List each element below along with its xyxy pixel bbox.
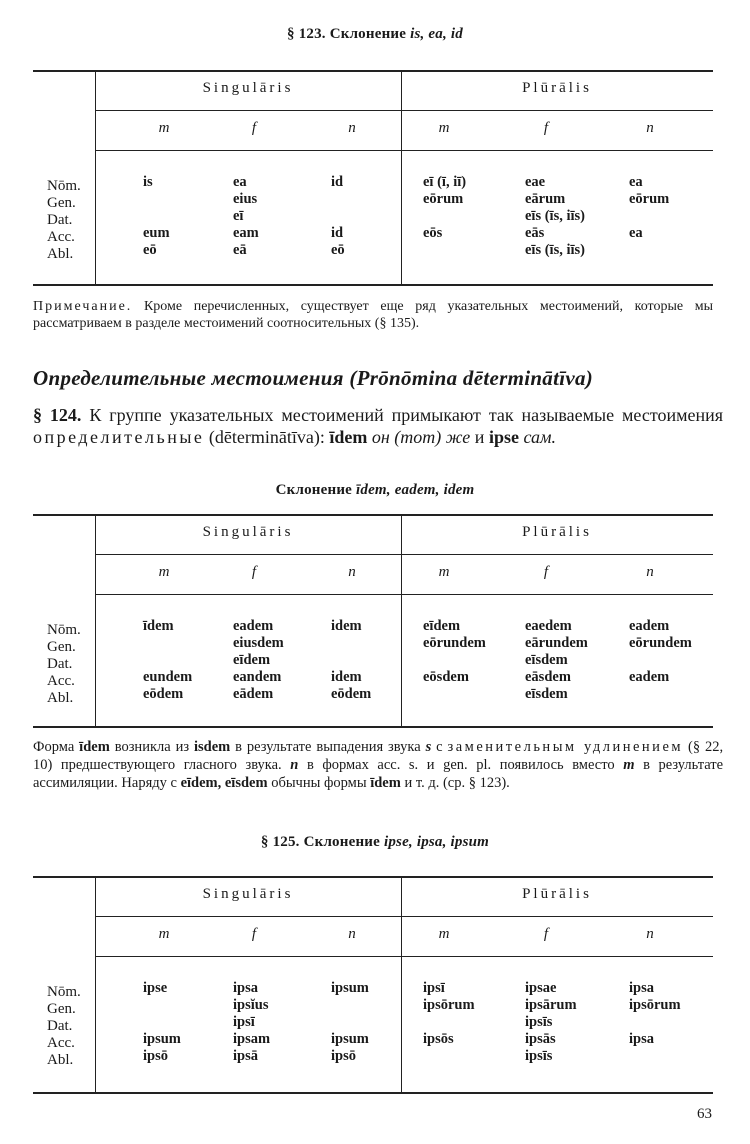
gender-label: f xyxy=(251,564,257,580)
form-cell xyxy=(629,208,669,225)
form-column xyxy=(423,174,466,259)
form-cell: eandem xyxy=(233,669,282,685)
caption-words: is, ea, id xyxy=(410,26,463,42)
note-text: и т. д. (ср. § 123). xyxy=(404,775,510,791)
note-text: в формах acc. s. и gen. pl. появилось вместо xyxy=(306,757,615,773)
case-label: Gen. xyxy=(47,195,76,211)
form-cell: eōrum xyxy=(629,191,670,207)
form-cell xyxy=(423,242,466,259)
form-cell: eīsdem xyxy=(525,686,568,702)
paragraph-text: К группе указательных местоимений примыкают так называемые местоимения xyxy=(89,405,724,425)
form-column xyxy=(525,980,577,1065)
form-cell xyxy=(331,208,345,225)
table-vline xyxy=(95,516,96,726)
latin-word: īdem xyxy=(329,427,368,447)
case-label: Dat. xyxy=(47,1018,73,1034)
form-cell: eīs (īs, iīs) xyxy=(525,208,586,224)
gender-label: m xyxy=(158,926,170,942)
form-cell: ipsās xyxy=(525,1031,556,1047)
gender-label: n xyxy=(646,120,654,136)
form-cell: ipse xyxy=(143,980,168,996)
case-label: Acc. xyxy=(47,673,75,689)
form-cell: eī xyxy=(233,208,244,224)
case-label: Acc. xyxy=(47,229,75,245)
form-cell xyxy=(143,997,181,1014)
form-cell xyxy=(629,242,669,259)
form-cell: eōrundem xyxy=(629,635,692,651)
latin-word: īdem xyxy=(370,775,401,791)
form-cell: eōrum xyxy=(423,191,464,207)
table-caption-idem xyxy=(0,482,750,499)
form-cell xyxy=(331,635,371,652)
latin-word: eīdem, eīsdem xyxy=(180,775,268,791)
form-cell: eam xyxy=(233,225,259,241)
form-column xyxy=(331,980,369,1065)
form-cell: eīs (īs, iīs) xyxy=(525,242,586,258)
table-caption-125 xyxy=(0,834,750,851)
form-cell: eīdem xyxy=(423,618,461,634)
form-cell: eōdem xyxy=(143,686,184,702)
pluralis-header: Plūrālis xyxy=(522,80,592,96)
case-labels xyxy=(47,984,81,1069)
table-caption-123 xyxy=(0,26,750,43)
case-label: Abl. xyxy=(47,690,74,706)
table-hline xyxy=(95,916,713,917)
singularis-header: Singulāris xyxy=(202,80,294,96)
gender-label: m xyxy=(438,564,450,580)
gender-label: n xyxy=(348,120,356,136)
form-cell: is xyxy=(143,174,153,190)
form-cell: ea xyxy=(629,174,643,190)
case-labels xyxy=(47,178,81,263)
latin-word: isdem xyxy=(193,739,231,755)
form-column xyxy=(233,174,259,259)
pluralis-header: Plūrālis xyxy=(522,886,592,902)
table-vline xyxy=(401,72,402,284)
paragraph-number: § 124. xyxy=(33,405,82,425)
gender-label: f xyxy=(543,564,549,580)
form-cell: ipsa xyxy=(629,980,654,996)
caption-words: ipse, ipsa, ipsum xyxy=(383,834,490,850)
form-cell: ipsō xyxy=(331,1048,356,1064)
form-cell: ipsa xyxy=(629,1031,654,1047)
form-cell xyxy=(143,635,192,652)
latin-word: īdem xyxy=(79,739,110,755)
form-cell: eās xyxy=(525,225,545,241)
form-cell: eōrundem xyxy=(423,635,486,651)
case-label: Gen. xyxy=(47,1001,76,1017)
form-cell: ipsā xyxy=(233,1048,258,1064)
table-hline xyxy=(95,150,713,151)
form-cell xyxy=(331,997,369,1014)
form-cell: ipsīs xyxy=(525,1048,553,1064)
form-column xyxy=(525,618,588,703)
form-cell xyxy=(629,686,692,703)
caption-words: īdem, eadem, idem xyxy=(356,482,475,498)
form-cell: eōs xyxy=(423,225,443,241)
form-column xyxy=(331,618,371,703)
caption-prefix: § 125. Склонение xyxy=(260,834,381,850)
conjunction: и xyxy=(474,427,485,447)
form-cell: eōdem xyxy=(331,686,372,702)
table-hline xyxy=(95,956,713,957)
paragraph-text: (dēterminātīva): xyxy=(208,427,325,447)
form-cell: īdem xyxy=(143,618,174,634)
case-label: Nōm. xyxy=(47,178,81,194)
table-vline xyxy=(401,878,402,1092)
form-cell xyxy=(423,1048,475,1065)
form-cell: eōsdem xyxy=(423,669,469,685)
note-text: возникла из xyxy=(114,739,190,755)
note-label: Примечание. xyxy=(33,299,133,314)
note-paragraph xyxy=(33,298,713,332)
gender-label: f xyxy=(251,120,257,136)
form-cell: ipsīs xyxy=(525,1014,553,1030)
latin-letter: s xyxy=(425,739,432,755)
form-cell xyxy=(143,652,192,669)
case-label: Acc. xyxy=(47,1035,75,1051)
form-cell: ipsae xyxy=(525,980,557,996)
case-label: Gen. xyxy=(47,639,76,655)
declension-table-idem xyxy=(33,514,713,728)
form-cell: ipsōrum xyxy=(629,997,681,1013)
note-text: с xyxy=(436,739,443,755)
form-column xyxy=(143,980,181,1065)
translation: сам. xyxy=(523,427,556,447)
section-heading: Определительные местоимения (Prōnōmina dēterminātīva) xyxy=(33,366,594,390)
form-column xyxy=(629,174,669,259)
form-column xyxy=(331,174,345,259)
latin-word: ipse xyxy=(488,427,519,447)
form-cell: eius xyxy=(233,191,258,207)
form-cell: eīdem xyxy=(233,652,271,668)
form-cell: ipsa xyxy=(233,980,258,996)
translation: он (тот) же xyxy=(371,427,471,447)
spaced-term: заменительным удлинением xyxy=(447,739,684,755)
form-cell: ipsum xyxy=(143,1031,181,1047)
form-cell: idem xyxy=(331,618,362,634)
form-column xyxy=(233,618,284,703)
form-cell: eārum xyxy=(525,191,566,207)
form-cell: id xyxy=(331,174,344,190)
gender-label: m xyxy=(438,120,450,136)
form-cell: eadem xyxy=(233,618,274,634)
form-cell: eādem xyxy=(233,686,274,702)
gender-label: m xyxy=(158,120,170,136)
form-cell: eadem xyxy=(629,618,670,634)
gender-label: n xyxy=(348,564,356,580)
form-cell: eī (ī, iī) xyxy=(423,174,467,190)
case-label: Dat. xyxy=(47,212,73,228)
table-hline xyxy=(95,554,713,555)
form-cell: eō xyxy=(331,242,345,258)
page-number: 63 xyxy=(697,1106,712,1122)
form-cell xyxy=(143,191,170,208)
latin-letter: n xyxy=(290,757,299,773)
form-cell: eaedem xyxy=(525,618,572,634)
form-cell: eīsdem xyxy=(525,652,568,668)
form-cell: eundem xyxy=(143,669,193,685)
table-hline xyxy=(95,594,713,595)
gender-label: f xyxy=(543,120,549,136)
form-cell xyxy=(423,1014,475,1031)
form-cell: eā xyxy=(233,242,247,258)
form-column xyxy=(233,980,270,1065)
form-cell: ipsō xyxy=(143,1048,168,1064)
form-cell: eārundem xyxy=(525,635,588,651)
table-vline xyxy=(401,516,402,726)
form-cell: ipsārum xyxy=(525,997,577,1013)
form-cell xyxy=(423,686,486,703)
gender-label: n xyxy=(348,926,356,942)
gender-label: f xyxy=(251,926,257,942)
form-cell xyxy=(629,1048,681,1065)
form-cell: ea xyxy=(629,225,643,241)
pluralis-header: Plūrālis xyxy=(522,524,592,540)
note-paragraph-2 xyxy=(33,738,723,792)
form-cell: ipsī xyxy=(233,1014,255,1030)
latin-letter: m xyxy=(623,757,635,773)
form-cell: ipsī xyxy=(423,980,445,996)
form-column xyxy=(423,618,486,703)
case-label: Nōm. xyxy=(47,984,81,1000)
form-cell: ipsĭus xyxy=(233,997,269,1013)
form-cell: ea xyxy=(233,174,247,190)
case-label: Abl. xyxy=(47,1052,74,1068)
table-hline xyxy=(95,110,713,111)
singularis-header: Singulāris xyxy=(202,524,294,540)
gender-label: m xyxy=(158,564,170,580)
form-column xyxy=(423,980,475,1065)
form-column xyxy=(629,618,692,703)
gender-label: n xyxy=(646,926,654,942)
form-cell: eiusdem xyxy=(233,635,284,651)
form-cell xyxy=(143,1014,181,1031)
note-text: Кроме перечисленных, существует еще ряд указательных местоимений, которые мы рассматриваем в разделе местоимений соотносительных (§ 135). xyxy=(33,299,714,331)
form-cell xyxy=(423,208,466,225)
form-cell: eō xyxy=(143,242,157,258)
form-cell: ipsum xyxy=(331,1031,369,1047)
form-column xyxy=(143,174,170,259)
gender-label: m xyxy=(438,926,450,942)
note-text: в результате выпадения звука xyxy=(235,739,421,755)
table-vline xyxy=(95,72,96,284)
form-cell: eadem xyxy=(629,669,670,685)
case-label: Nōm. xyxy=(47,622,81,638)
form-column xyxy=(143,618,192,703)
spaced-term: определительные xyxy=(33,427,205,447)
case-labels xyxy=(47,622,81,707)
case-label: Abl. xyxy=(47,246,74,262)
paragraph-124 xyxy=(33,404,723,448)
note-text: Форма xyxy=(33,739,75,755)
form-column xyxy=(525,174,585,259)
form-cell: id xyxy=(331,225,344,241)
singularis-header: Singulāris xyxy=(202,886,294,902)
form-cell: eae xyxy=(525,174,546,190)
note-text: (§ 22, 10) предшествующего гласного звука. xyxy=(33,739,724,773)
form-cell xyxy=(629,652,692,669)
form-cell: eum xyxy=(143,225,170,241)
gender-label: n xyxy=(646,564,654,580)
gender-label: f xyxy=(543,926,549,942)
form-cell xyxy=(143,208,170,225)
form-column xyxy=(629,980,681,1065)
caption-prefix: Склонение xyxy=(275,482,353,498)
form-cell xyxy=(331,1014,369,1031)
form-cell: eāsdem xyxy=(525,669,571,685)
note-text: обычны формы xyxy=(271,775,367,791)
form-cell: ipsam xyxy=(233,1031,271,1047)
form-cell xyxy=(423,652,486,669)
case-label: Dat. xyxy=(47,656,73,672)
form-cell: ipsōs xyxy=(423,1031,454,1047)
form-cell xyxy=(331,652,371,669)
note-text: в результате ассимиляции. Наряду с xyxy=(33,757,724,791)
caption-prefix: § 123. Склонение xyxy=(287,26,407,42)
declension-table-ipse xyxy=(33,876,713,1094)
form-cell: ipsōrum xyxy=(423,997,475,1013)
form-cell: ipsum xyxy=(331,980,369,996)
form-cell xyxy=(629,1014,681,1031)
form-cell xyxy=(331,191,345,208)
declension-table-is-ea-id xyxy=(33,70,713,286)
form-cell: idem xyxy=(331,669,362,685)
table-vline xyxy=(95,878,96,1092)
